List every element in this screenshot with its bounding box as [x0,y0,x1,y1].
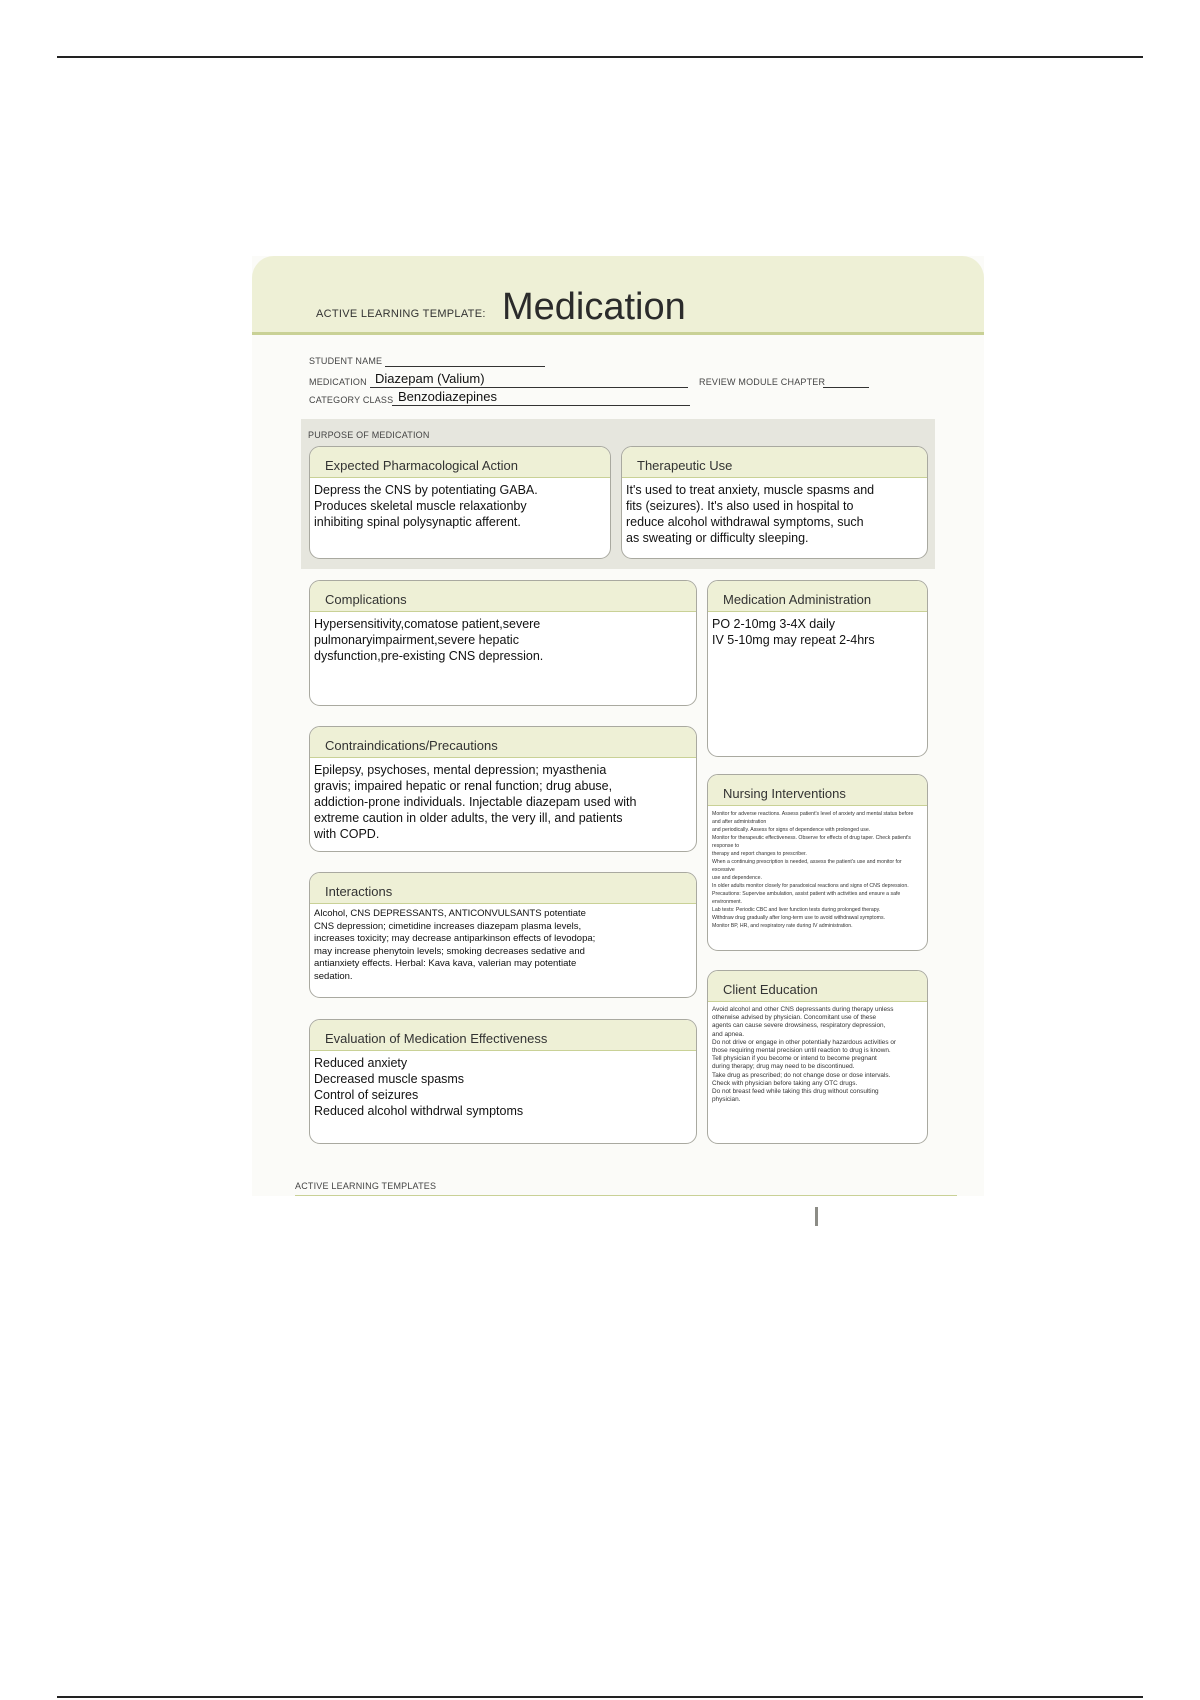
purpose-title: PURPOSE OF MEDICATION [308,430,430,440]
interactions-box [309,872,697,998]
category-class-label: CATEGORY CLASS [309,395,394,405]
nursing-interventions-text[interactable]: Monitor for adverse reactions. Assess patient's level of anxiety and mental status before and after administration and periodically. Assess for signs of dependence with prolonged use. Monitor for therapeutic effectiveness. Observe for effects of drug taper. Check patient's response to therapy and report changes to prescriber. When a continuing prescription is needed, assess the patient's use and monitor for excessive use and dependence. In older adults monitor closely for paradoxical reactions and signs of CNS depression. Precautions: Supervise ambulation, assist patient with activities and ensure a safe environment. Lab tests: Periodic CBC and liver function tests during prolonged therapy. Withdraw drug gradually after long-term use to avoid withdrawal symptoms. Monitor BP, HR, and respiratory rate during IV administration. [712,811,914,929]
footer-rule [295,1195,957,1196]
complications-box [309,580,697,706]
client-education-heading: Client Education [708,971,927,1002]
therapeutic-use-box [621,446,928,559]
medication-value[interactable]: Diazepam (Valium) [375,371,485,386]
medication-label: MEDICATION [309,377,367,387]
nursing-interventions-heading: Nursing Interventions [708,775,927,806]
template-header [252,256,984,335]
template-title: Medication [502,286,686,328]
client-education-text[interactable]: Avoid alcohol and other CNS depressants during therapy unless otherwise advised by physician. Concomitant use of these agents can cause severe drowsiness, respiratory depression, and apnea. Do not drive or engage in other potentially hazardous activities or those requiring mental precision until reaction to drug is known. Tell physician if you become or intend to become pregnant during therapy; drug may need to be discontinued. Take drug as prescribed; do not change dose or dose intervals. Check with physician before taking any OTC drugs. Do not breast feed while taking this drug without consulting physician. [712,1006,897,1104]
expected-action-box [309,446,611,559]
page-top-rule [57,56,1143,58]
expected-action-heading: Expected Pharmacological Action [310,447,610,478]
review-module-label: REVIEW MODULE CHAPTER [699,377,826,387]
category-class-value[interactable]: Benzodiazepines [398,389,498,404]
administration-text[interactable]: PO 2-10mg 3-4X daily IV 5-10mg may repeat 2-4hrs [712,617,875,647]
expected-action-text[interactable]: Depress the CNS by potentiating GABA. Produces skeletal muscle relaxationby inhibiting spinal polysynaptic afferent. [314,483,538,529]
footer-label: ACTIVE LEARNING TEMPLATES [295,1181,437,1191]
administration-heading: Medication Administration [708,581,927,612]
contraindications-heading: Contraindications/Precautions [310,727,696,758]
medication-template-sheet [252,256,984,1196]
evaluation-heading: Evaluation of Medication Effectiveness [310,1020,696,1051]
therapeutic-use-text[interactable]: It's used to treat anxiety, muscle spasms and fits (seizures). It's also used in hospital to reduce alcohol withdrawal symptoms, such as sweating or difficulty sleeping. [626,483,875,545]
nursing-interventions-box [707,774,928,951]
interactions-heading: Interactions [310,873,696,904]
complications-heading: Complications [310,581,696,612]
contraindications-text[interactable]: Epilepsy, psychoses, mental depression; myasthenia gravis; impaired hepatic or renal function; drug abuse, addiction-prone individuals. Injectable diazepam used with extreme caution in older adults, the very ill, and patients with COPD. [314,763,637,841]
student-name-line[interactable] [385,366,545,367]
contraindications-box [309,726,697,852]
review-module-line[interactable] [823,387,869,388]
therapeutic-use-heading: Therapeutic Use [622,447,927,478]
interactions-text[interactable]: Alcohol, CNS DEPRESSANTS, ANTICONVULSANTS potentiate CNS depression; cimetidine increases diazepam plasma levels, increases toxicity; may decrease antiparkinson effects of levodopa; may increase phenytoin levels; smoking decreases sedative and antianxiety effects. Herbal: Kava kava, valerian may potentiate sedation. [314,908,596,982]
administration-box [707,580,928,757]
page-bottom-rule [57,1696,1143,1698]
complications-text[interactable]: Hypersensitivity,comatose patient,severe pulmonaryimpairment,severe hepatic dysfunction,pre-existing CNS depression. [314,617,544,663]
template-label: ACTIVE LEARNING TEMPLATE: [316,308,486,320]
medication-line [370,387,688,388]
client-education-box [707,970,928,1144]
category-class-line [392,405,690,406]
evaluation-text[interactable]: Reduced anxiety Decreased muscle spasms Control of seizures Reduced alcohol withdrwal symptoms [314,1056,524,1118]
evaluation-box [309,1019,697,1144]
nursing-to-education-connector [815,1207,818,1226]
student-name-label: STUDENT NAME [309,356,383,366]
